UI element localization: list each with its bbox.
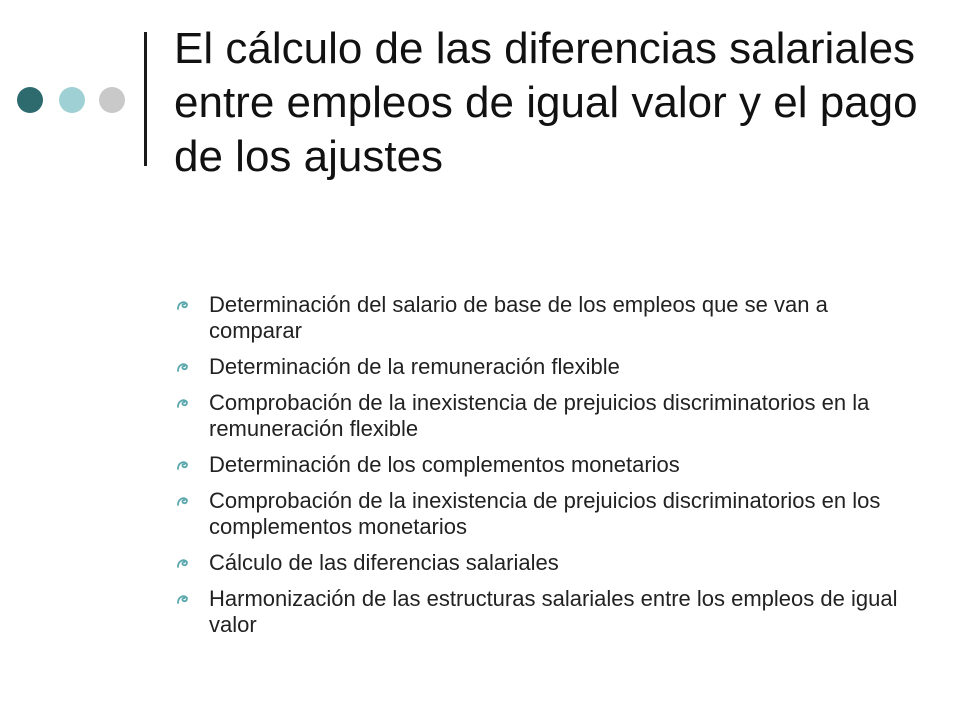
swirl-bullet-icon bbox=[176, 557, 190, 571]
list-item bbox=[176, 292, 916, 344]
vertical-divider bbox=[144, 32, 147, 166]
bullet-text: Harmonización de las estructuras salariales entre los empleos de igual valor bbox=[209, 586, 898, 637]
dot-gray-icon bbox=[99, 87, 125, 113]
list-item bbox=[176, 354, 916, 380]
bullet-text: Determinación de la remuneración flexible bbox=[209, 354, 620, 379]
list-item bbox=[176, 390, 916, 442]
list-item bbox=[176, 452, 916, 478]
slide-title: El cálculo de las diferencias salariales entre empleos de igual valor y el pago de los ajustes bbox=[174, 24, 918, 181]
swirl-bullet-icon bbox=[176, 495, 190, 509]
list-item bbox=[176, 488, 916, 540]
swirl-bullet-icon bbox=[176, 299, 190, 313]
bullet-text: Determinación del salario de base de los empleos que se van a comparar bbox=[209, 292, 828, 343]
list-item bbox=[176, 550, 916, 576]
bullet-text: Cálculo de las diferencias salariales bbox=[209, 550, 559, 575]
bullet-list bbox=[176, 292, 916, 648]
bullet-text: Comprobación de la inexistencia de prejuicios discriminatorios en la remuneración flexible bbox=[209, 390, 870, 441]
swirl-bullet-icon bbox=[176, 593, 190, 607]
swirl-bullet-icon bbox=[176, 397, 190, 411]
list-item bbox=[176, 586, 916, 638]
bullet-text: Comprobación de la inexistencia de prejuicios discriminatorios en los complementos monetarios bbox=[209, 488, 881, 539]
dot-dark-teal-icon bbox=[17, 87, 43, 113]
swirl-bullet-icon bbox=[176, 459, 190, 473]
bullet-text: Determinación de los complementos monetarios bbox=[209, 452, 680, 477]
dot-light-teal-icon bbox=[59, 87, 85, 113]
swirl-bullet-icon bbox=[176, 361, 190, 375]
